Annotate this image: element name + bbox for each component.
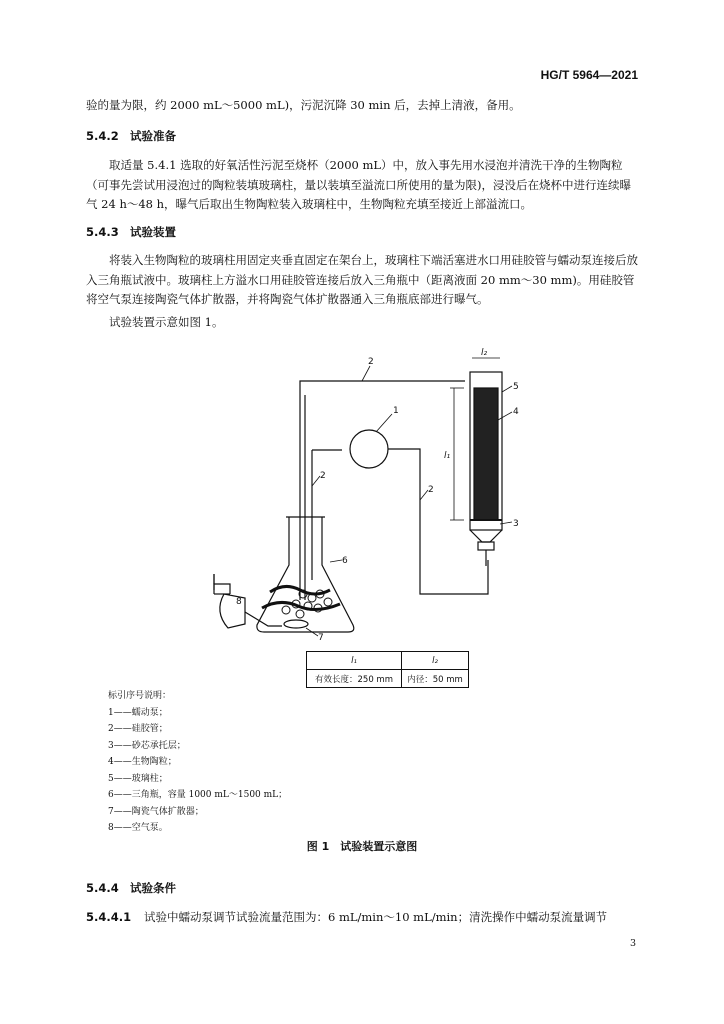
legend-item: 2——硅胶管； (108, 724, 168, 734)
section-number: 5.4.3 (86, 225, 119, 239)
stopcock (478, 542, 494, 550)
label-6: 6 (342, 556, 348, 566)
dim-value-l2: 内径：50 mm (402, 670, 469, 688)
section-title: 试验准备 (130, 129, 176, 143)
label-2a: 2 (368, 357, 374, 367)
legend-item: 6——三角瓶，容量 1000 mL～1500 mL； (108, 790, 288, 800)
section-number: 5.4.2 (86, 129, 119, 143)
section-number: 5.4.4 (86, 881, 119, 895)
legend-item: 8——空气泵。 (108, 823, 168, 833)
figure-reference-paragraph: 试验装置示意如图 1。 (109, 315, 224, 329)
dim-header-l1: l₁ (307, 652, 402, 670)
label-5: 5 (513, 382, 519, 392)
legend-item: 4——生物陶粒； (108, 757, 177, 767)
label-7: 7 (318, 633, 324, 643)
label-4: 4 (513, 407, 519, 417)
label-l1: l₁ (444, 451, 451, 461)
intro-paragraph: 验的量为限，约 2000 mL～5000 mL)，污泥沉降 30 min 后，去掉上清液，备用。 (86, 98, 521, 112)
label-2b: 2 (428, 485, 434, 495)
legend-item: 7——陶瓷气体扩散器； (108, 806, 204, 817)
clause-number: 5.4.4.1 (86, 910, 132, 924)
legend-item: 1——蠕动泵； (108, 707, 168, 718)
figure-legend (108, 688, 287, 837)
label-1: 1 (393, 406, 399, 416)
legend-item: 5——玻璃柱； (108, 773, 168, 784)
standard-code: HG/T 5964—2021 (540, 68, 638, 82)
dim-header-l2: l₂ (402, 652, 469, 670)
ceramic-diffuser (284, 620, 308, 628)
legend-title: 标引序号说明： (108, 691, 172, 701)
ceramic-packing (474, 388, 498, 520)
section-5-4-4-1 (86, 908, 638, 928)
section-title: 试验装置 (130, 225, 176, 239)
peristaltic-pump (350, 430, 388, 468)
clause-text: 试验中蠕动泵调节试验流量范围为：6 mL/min～10 mL/min；清洗操作中蠕动泵流量调节 (144, 910, 608, 924)
dimension-table (306, 651, 469, 688)
section-title: 试验条件 (130, 881, 176, 895)
label-3: 3 (513, 519, 519, 529)
label-2c: 2 (320, 471, 326, 481)
page-number: 3 (629, 938, 636, 949)
dim-value-l1: 有效长度：250 mm (307, 670, 402, 688)
label-l2: l₂ (481, 348, 488, 358)
label-8: 8 (236, 597, 242, 607)
legend-item: 3——砂芯承托层； (108, 740, 186, 751)
section-5-4-3-paragraph: 将装入生物陶粒的玻璃柱用固定夹垂直固定在架台上，玻璃柱下端活塞进水口用硅胶管与蠕动泵连接后放入三角瓶试液中。玻璃柱上方溢水口用硅胶管连接后放入三角瓶中（距离液面 20 mm～30 mm)。用硅胶管将空气泵连接陶瓷气体扩散器，并将陶瓷气体扩散器通入三角瓶底部进行曝气。 (86, 253, 638, 306)
section-5-4-2-paragraph: 取适量 5.4.1 选取的好氧活性污泥至烧杯（2000 mL）中，放入事先用水浸泡并清洗干净的生物陶粒（可事先尝试用浸泡过的陶粒装填玻璃柱，量以装填至溢流口所使用的量为限)，浸没后在烧杯中进行连续曝气 24 h～48 h，曝气后取出生物陶粒装入玻璃柱中，生物陶粒充填至接近上部溢流口。 (86, 158, 631, 211)
figure-caption: 图 1 试验装置示意图 (306, 840, 418, 853)
section-5-4-4-heading (86, 880, 176, 896)
